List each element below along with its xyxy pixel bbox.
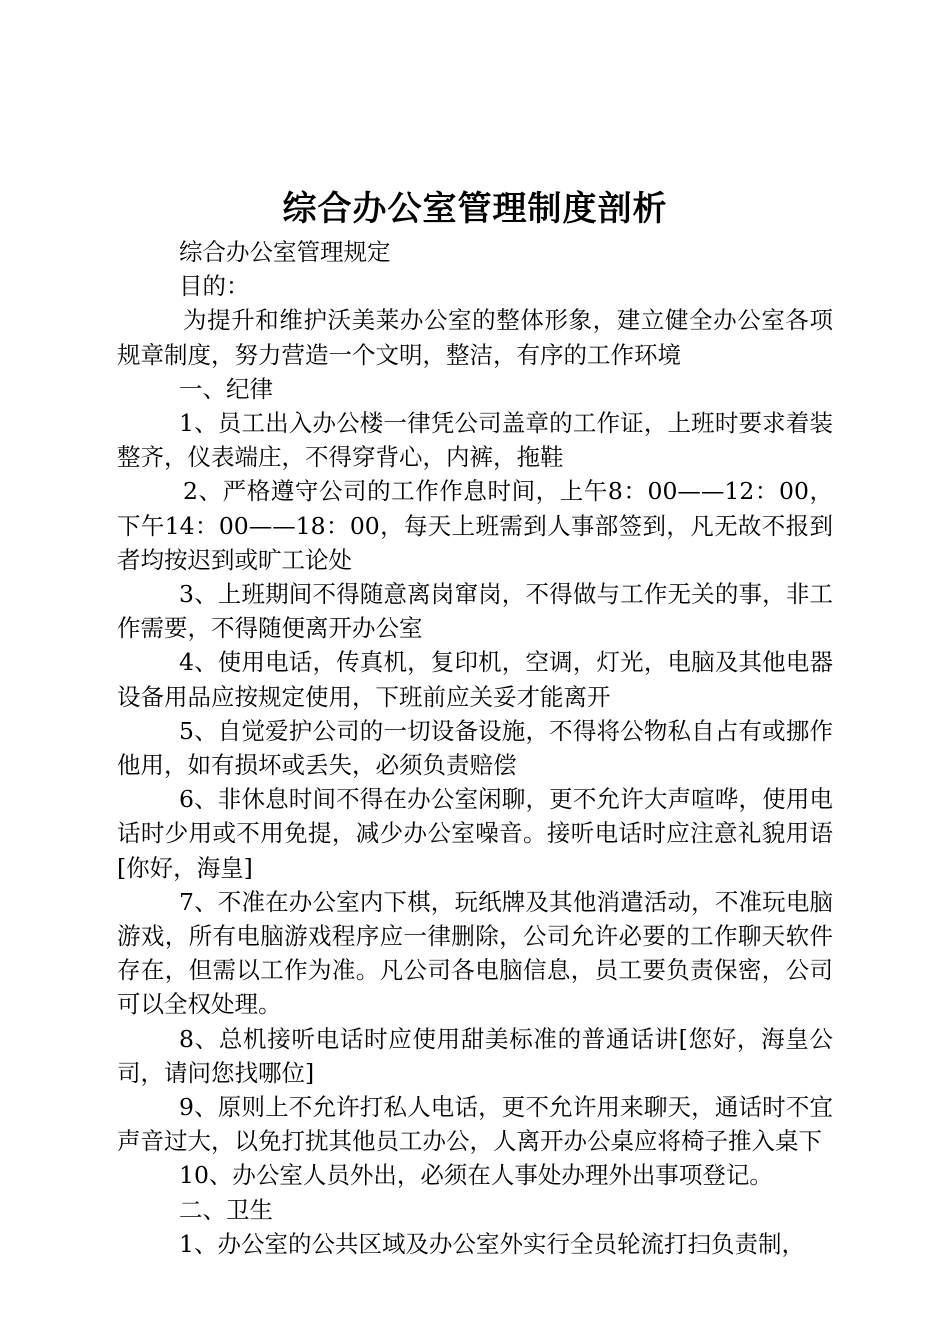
paragraph-rule-8: 8、总机接听电话时应使用甜美标准的普通话讲[您好，海皇公司，请问您找哪位] bbox=[117, 1024, 833, 1087]
paragraph-rule-7: 7、不准在办公室内下棋，玩纸牌及其他消遣活动，不准玩电脑游戏，所有电脑游戏程序应一律删除，公司允许必要的工作聊天软件存在，但需以工作为准。凡公司各电脑信息，员工要负责保密，公司可以全权处理。 bbox=[117, 887, 833, 1019]
paragraph-rule-1: 1、员工出入办公楼一律凭公司盖章的工作证，上班时要求着装整齐，仪表端庄，不得穿背心，内裤，拖鞋 bbox=[117, 409, 833, 472]
paragraph-hygiene-1: 1、办公室的公共区域及办公室外实行全员轮流打扫负责制， bbox=[179, 1229, 805, 1258]
paragraph-subtitle: 综合办公室管理规定 bbox=[179, 238, 391, 266]
paragraph-rule-10: 10、办公室人员外出，必须在人事处办理外出事项登记。 bbox=[179, 1161, 773, 1190]
paragraph-rule-4: 4、使用电话，传真机，复印机，空调，灯光，电脑及其他电器设备用品应按规定使用，下班前应关妥才能离开 bbox=[117, 648, 833, 711]
paragraph-rule-2: 2、严格遵守公司的工作作息时间，上午8：00——12：00，下午14：00——18：00，每天上班需到人事部签到，凡无故不报到者均按迟到或旷工论处 bbox=[117, 477, 833, 574]
section-heading-discipline: 一、纪律 bbox=[179, 374, 273, 403]
document-title: 综合办公室管理制度剖析 bbox=[282, 189, 668, 229]
paragraph-rule-6: 6、非休息时间不得在办公室闲聊，更不允许大声喧哗，使用电话时少用或不用免提，减少办公室噪音。接听电话时应注意礼貌用语[你好，海皇] bbox=[117, 785, 833, 882]
paragraph-rule-3: 3、上班期间不得随意离岗窜岗，不得做与工作无关的事，非工作需要，不得随便离开办公室 bbox=[117, 580, 833, 643]
paragraph-rule-5: 5、自觉爱护公司的一切设备设施，不得将公物私自占有或挪作他用，如有损坏或丢失，必须负责赔偿 bbox=[117, 716, 833, 780]
paragraph-purpose-label: 目的： bbox=[179, 272, 250, 301]
paragraph-rule-9: 9、原则上不允许打私人电话，更不允许用来聊天，通话时不宜声音过大，以免打扰其他员工办公，人离开办公桌应将椅子推入桌下 bbox=[117, 1093, 833, 1156]
paragraph-purpose: 为提升和维护沃美莱办公室的整体形象，建立健全办公室各项规章制度，努力营造一个文明，整洁，有序的工作环境 bbox=[117, 306, 833, 369]
document-body bbox=[117, 235, 833, 1261]
section-heading-hygiene: 二、卫生 bbox=[179, 1195, 273, 1224]
